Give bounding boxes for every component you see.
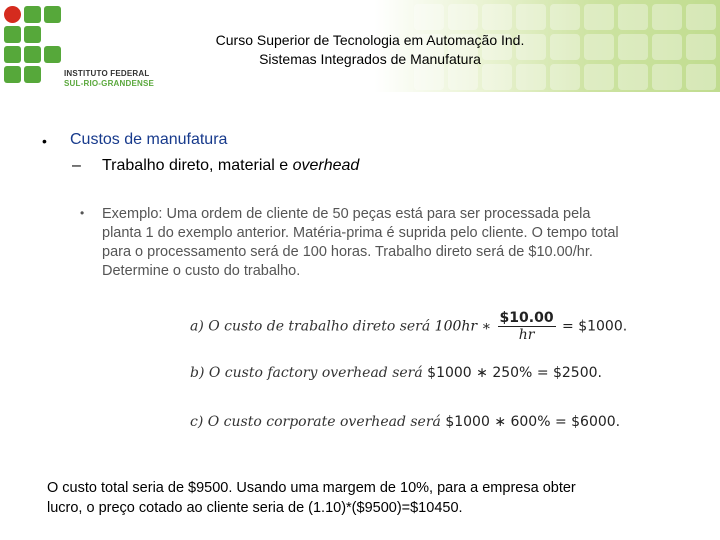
formula-a [190, 310, 627, 343]
bullet-level3: • [80, 206, 85, 220]
conclusion-paragraph [47, 478, 687, 518]
institution-name-line2: SUL-RIO-GRANDENSE [64, 79, 155, 88]
institution-name-line1: INSTITUTO FEDERAL [64, 69, 150, 78]
sub-heading-text: Trabalho direto, material e [102, 157, 293, 174]
slide-heading: Custos de manufatura [70, 131, 228, 148]
formula-a-denominator: hr [518, 327, 535, 343]
formula-a-pre: 100hr ∗ [434, 318, 492, 335]
logo-red-dot-icon [4, 6, 21, 23]
formula-a-numerator: $10.00 [499, 310, 554, 326]
course-title-line1: Curso Superior de Tecnologia em Automação Ind. [215, 32, 525, 48]
formula-b-calc: $1000 ∗ 250% = $2500. [427, 365, 602, 381]
institution-name [64, 69, 154, 89]
formula-b [190, 365, 602, 381]
formula-c [190, 414, 620, 430]
institute-logo [4, 6, 68, 86]
example-line: para o processamento será de 100 horas. Trabalho direto será de $10.00/hr. [102, 244, 593, 260]
example-line: Exemplo: Uma ordem de cliente de 50 peças está para ser processada pela [102, 206, 591, 222]
bullet-level1: • [42, 133, 47, 149]
formula-a-label: a) O custo de trabalho direto será [190, 318, 431, 335]
formula-c-label: c) O custo corporate overhead será [190, 414, 441, 430]
formula-a-fraction [498, 310, 556, 343]
course-title [160, 31, 580, 69]
course-title-line2: Sistemas Integrados de Manufatura [259, 51, 481, 67]
sub-heading [72, 157, 359, 175]
example-paragraph [102, 205, 692, 281]
formula-a-result: = $1000. [562, 318, 628, 335]
sub-heading-dash: – [72, 157, 81, 174]
conclusion-line2: lucro, o preço cotado ao cliente seria de (1.10)*($9500)=$10450. [47, 500, 463, 516]
formula-b-label: b) O custo factory overhead será [190, 365, 423, 381]
sub-heading-italic: overhead [292, 157, 360, 174]
example-line: Determine o custo do trabalho. [102, 263, 301, 279]
formula-c-calc: $1000 ∗ 600% = $6000. [445, 414, 621, 430]
conclusion-line1: O custo total seria de $9500. Usando uma margem de 10%, para a empresa obter [47, 480, 576, 496]
example-line: planta 1 do exemplo anterior. Matéria-prima é suprida pelo cliente. O tempo total [102, 225, 619, 241]
